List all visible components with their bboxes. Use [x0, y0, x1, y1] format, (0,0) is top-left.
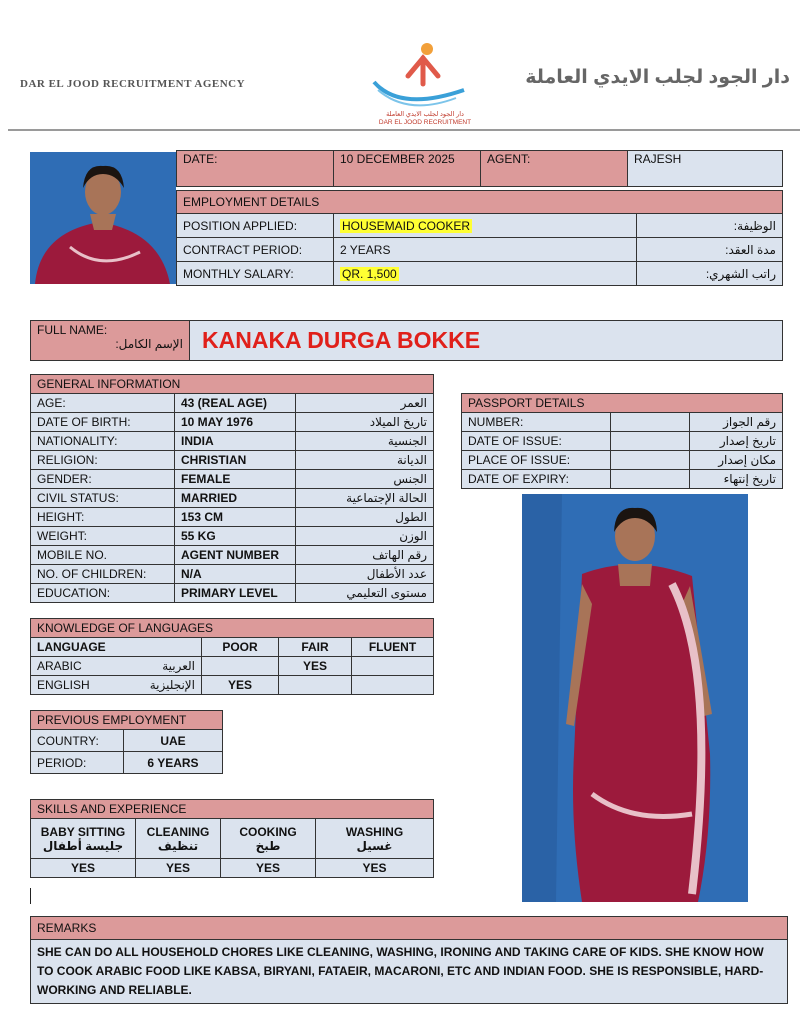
general-information-table	[30, 374, 434, 603]
passport-label-arabic: تاريخ إصدار	[690, 432, 783, 451]
general-info-label: RELIGION:	[31, 451, 175, 470]
general-info-value: AGENT NUMBER	[175, 546, 296, 565]
general-info-label: NO. OF CHILDREN:	[31, 565, 175, 584]
skill-baby-sitting-value: YES	[31, 859, 136, 878]
general-info-value: CHRISTIAN	[175, 451, 296, 470]
passport-details-title: PASSPORT DETAILS	[462, 394, 783, 413]
monthly-salary-label: MONTHLY SALARY:	[177, 262, 334, 286]
general-info-label-arabic: عدد الأطفال	[296, 565, 434, 584]
agency-logo	[360, 40, 490, 130]
passport-label-arabic: تاريخ إنتهاء	[690, 470, 783, 489]
passport-row	[462, 413, 783, 432]
general-info-row	[31, 413, 434, 432]
text-cursor	[30, 888, 31, 904]
language-arabic-fair: YES	[279, 657, 352, 676]
full-length-figure-icon	[522, 494, 748, 902]
passport-details-table	[461, 393, 783, 489]
passport-label: NUMBER:	[462, 413, 611, 432]
general-info-value: 55 KG	[175, 527, 296, 546]
general-info-value: PRIMARY LEVEL	[175, 584, 296, 603]
agency-name-english: DAR EL JOOD RECRUITMENT AGENCY	[20, 78, 246, 90]
contract-period-label: CONTRACT PERIOD:	[177, 238, 334, 262]
passport-label-arabic: رقم الجواز	[690, 413, 783, 432]
general-info-row	[31, 470, 434, 489]
header-divider	[8, 129, 800, 131]
skill-cleaning-ar: تنظيف	[157, 838, 199, 853]
general-info-label-arabic: الجنس	[296, 470, 434, 489]
languages-title: KNOWLEDGE OF LANGUAGES	[31, 619, 434, 638]
general-info-row	[31, 508, 434, 527]
general-info-label: DATE OF BIRTH:	[31, 413, 175, 432]
general-info-row	[31, 489, 434, 508]
general-info-label: HEIGHT:	[31, 508, 175, 527]
full-name-value: KANAKA DURGA BOKKE	[190, 321, 783, 361]
languages-table	[30, 618, 434, 695]
skill-baby-sitting-header	[31, 819, 136, 859]
language-arabic-en: ARABIC	[37, 659, 82, 673]
languages-header-fluent: FLUENT	[352, 638, 434, 657]
general-info-value: N/A	[175, 565, 296, 584]
passport-row	[462, 470, 783, 489]
full-name-label-arabic: الإسم الكامل:	[115, 337, 183, 351]
candidate-full-length-photo	[522, 494, 748, 902]
passport-row	[462, 432, 783, 451]
previous-employment-table	[30, 710, 223, 774]
portrait-figure-icon	[30, 152, 176, 284]
date-label: DATE:	[177, 151, 334, 187]
skill-cleaning-header	[136, 819, 221, 859]
agent-value: RAJESH	[628, 151, 783, 187]
previous-period-label: PERIOD:	[31, 752, 124, 774]
agent-label: AGENT:	[481, 151, 628, 187]
skill-washing-header	[316, 819, 434, 859]
skill-washing-ar: غسيل	[356, 838, 393, 853]
language-english-poor: YES	[202, 676, 279, 695]
general-info-label: GENDER:	[31, 470, 175, 489]
passport-label: PLACE OF ISSUE:	[462, 451, 611, 470]
top-info-table	[176, 150, 783, 187]
skill-cooking-value: YES	[221, 859, 316, 878]
previous-employment-title: PREVIOUS EMPLOYMENT	[31, 711, 223, 730]
general-info-label: WEIGHT:	[31, 527, 175, 546]
general-info-label: MOBILE NO.	[31, 546, 175, 565]
remarks-text: SHE CAN DO ALL HOUSEHOLD CHORES LIKE CLEANING, WASHING, IRONING AND TAKING CARE OF KIDS. SHE KNOW HOW TO COOK ARABIC FOOD LIKE KABSA, BIRYANI, FATAEIR, MACARONI, ETC AND INDIAN FOOD. SHE IS RESPONSIBLE, HARD-WORKING AND RELIABLE.	[31, 940, 788, 1004]
position-label: POSITION APPLIED:	[177, 214, 334, 238]
general-information-title: GENERAL INFORMATION	[31, 375, 434, 394]
passport-value	[611, 432, 690, 451]
general-info-label-arabic: الوزن	[296, 527, 434, 546]
skill-cooking-ar: طبخ	[255, 838, 281, 853]
passport-value	[611, 470, 690, 489]
logo-figure-icon	[360, 40, 490, 110]
skill-cooking-header	[221, 819, 316, 859]
general-info-row	[31, 584, 434, 603]
general-info-value: FEMALE	[175, 470, 296, 489]
logo-caption-english: DAR EL JOOD RECRUITMENT	[378, 119, 472, 126]
skill-cleaning-value: YES	[136, 859, 221, 878]
language-arabic-fluent	[352, 657, 434, 676]
language-english-fair	[279, 676, 352, 695]
full-name-label: FULL NAME:	[37, 323, 108, 337]
general-info-label: NATIONALITY:	[31, 432, 175, 451]
remarks-table	[30, 916, 788, 1004]
full-name-label-cell	[31, 321, 190, 361]
language-arabic-poor	[202, 657, 279, 676]
language-english-en: ENGLISH	[37, 678, 90, 692]
languages-header-poor: POOR	[202, 638, 279, 657]
general-info-row	[31, 432, 434, 451]
languages-header-language: LANGUAGE	[31, 638, 202, 657]
language-english-ar: الإنجليزية	[149, 678, 195, 692]
skills-table	[30, 799, 434, 878]
general-info-label: AGE:	[31, 394, 175, 413]
contract-period-label-arabic: مدة العقد:	[637, 238, 783, 262]
passport-value	[611, 451, 690, 470]
logo-caption-arabic: دار الجود لجلب الايدي العاملة	[386, 111, 464, 118]
skill-cooking-en: COOKING	[239, 824, 297, 839]
skills-title: SKILLS AND EXPERIENCE	[31, 800, 434, 819]
skill-baby-sitting-en: BABY SITTING	[40, 824, 126, 839]
general-info-value: 153 CM	[175, 508, 296, 527]
general-info-label-arabic: العمر	[296, 394, 434, 413]
candidate-portrait-photo	[30, 152, 176, 284]
skill-washing-value: YES	[316, 859, 434, 878]
general-info-value: 10 MAY 1976	[175, 413, 296, 432]
general-info-row	[31, 565, 434, 584]
employment-details-table	[176, 190, 783, 286]
passport-value	[611, 413, 690, 432]
employment-details-title: EMPLOYMENT DETAILS	[177, 191, 783, 214]
general-info-label-arabic: الديانة	[296, 451, 434, 470]
remarks-title: REMARKS	[31, 917, 788, 940]
previous-country-value: UAE	[124, 730, 223, 752]
general-info-label: EDUCATION:	[31, 584, 175, 603]
general-info-label-arabic: الجنسية	[296, 432, 434, 451]
full-name-table	[30, 320, 783, 361]
monthly-salary-value: QR. 1,500	[342, 266, 397, 281]
previous-country-label: COUNTRY:	[31, 730, 124, 752]
language-arabic-ar: العربية	[162, 659, 195, 673]
languages-header-fair: FAIR	[279, 638, 352, 657]
passport-row	[462, 451, 783, 470]
general-info-row	[31, 394, 434, 413]
monthly-salary-label-arabic: راتب الشهري:	[637, 262, 783, 286]
language-english-cell	[31, 676, 202, 695]
general-info-value: 43 (REAL AGE)	[175, 394, 296, 413]
language-english-fluent	[352, 676, 434, 695]
previous-period-value: 6 YEARS	[124, 752, 223, 774]
language-arabic-cell	[31, 657, 202, 676]
general-info-row	[31, 451, 434, 470]
skill-cleaning-en: CLEANING	[146, 824, 210, 839]
general-info-value: INDIA	[175, 432, 296, 451]
general-info-label-arabic: تاريخ الميلاد	[296, 413, 434, 432]
passport-label-arabic: مكان إصدار	[690, 451, 783, 470]
skill-baby-sitting-ar: جليسة أطفال	[42, 838, 124, 853]
general-info-value: MARRIED	[175, 489, 296, 508]
general-info-label-arabic: رقم الهاتف	[296, 546, 434, 565]
agency-name-arabic: دار الجود لجلب الايدي العاملة	[525, 67, 790, 88]
general-info-label-arabic: الطول	[296, 508, 434, 527]
general-info-label: CIVIL STATUS:	[31, 489, 175, 508]
general-info-row	[31, 546, 434, 565]
contract-period-value: 2 YEARS	[334, 238, 637, 262]
skill-washing-en: WASHING	[345, 824, 404, 839]
passport-label: DATE OF EXPIRY:	[462, 470, 611, 489]
general-info-label-arabic: مستوى التعليمي	[296, 584, 434, 603]
position-label-arabic: الوظيفة:	[637, 214, 783, 238]
position-value: HOUSEMAID COOKER	[342, 218, 471, 233]
general-info-row	[31, 527, 434, 546]
date-value: 10 DECEMBER 2025	[334, 151, 481, 187]
general-info-label-arabic: الحالة الإجتماعية	[296, 489, 434, 508]
passport-label: DATE OF ISSUE:	[462, 432, 611, 451]
